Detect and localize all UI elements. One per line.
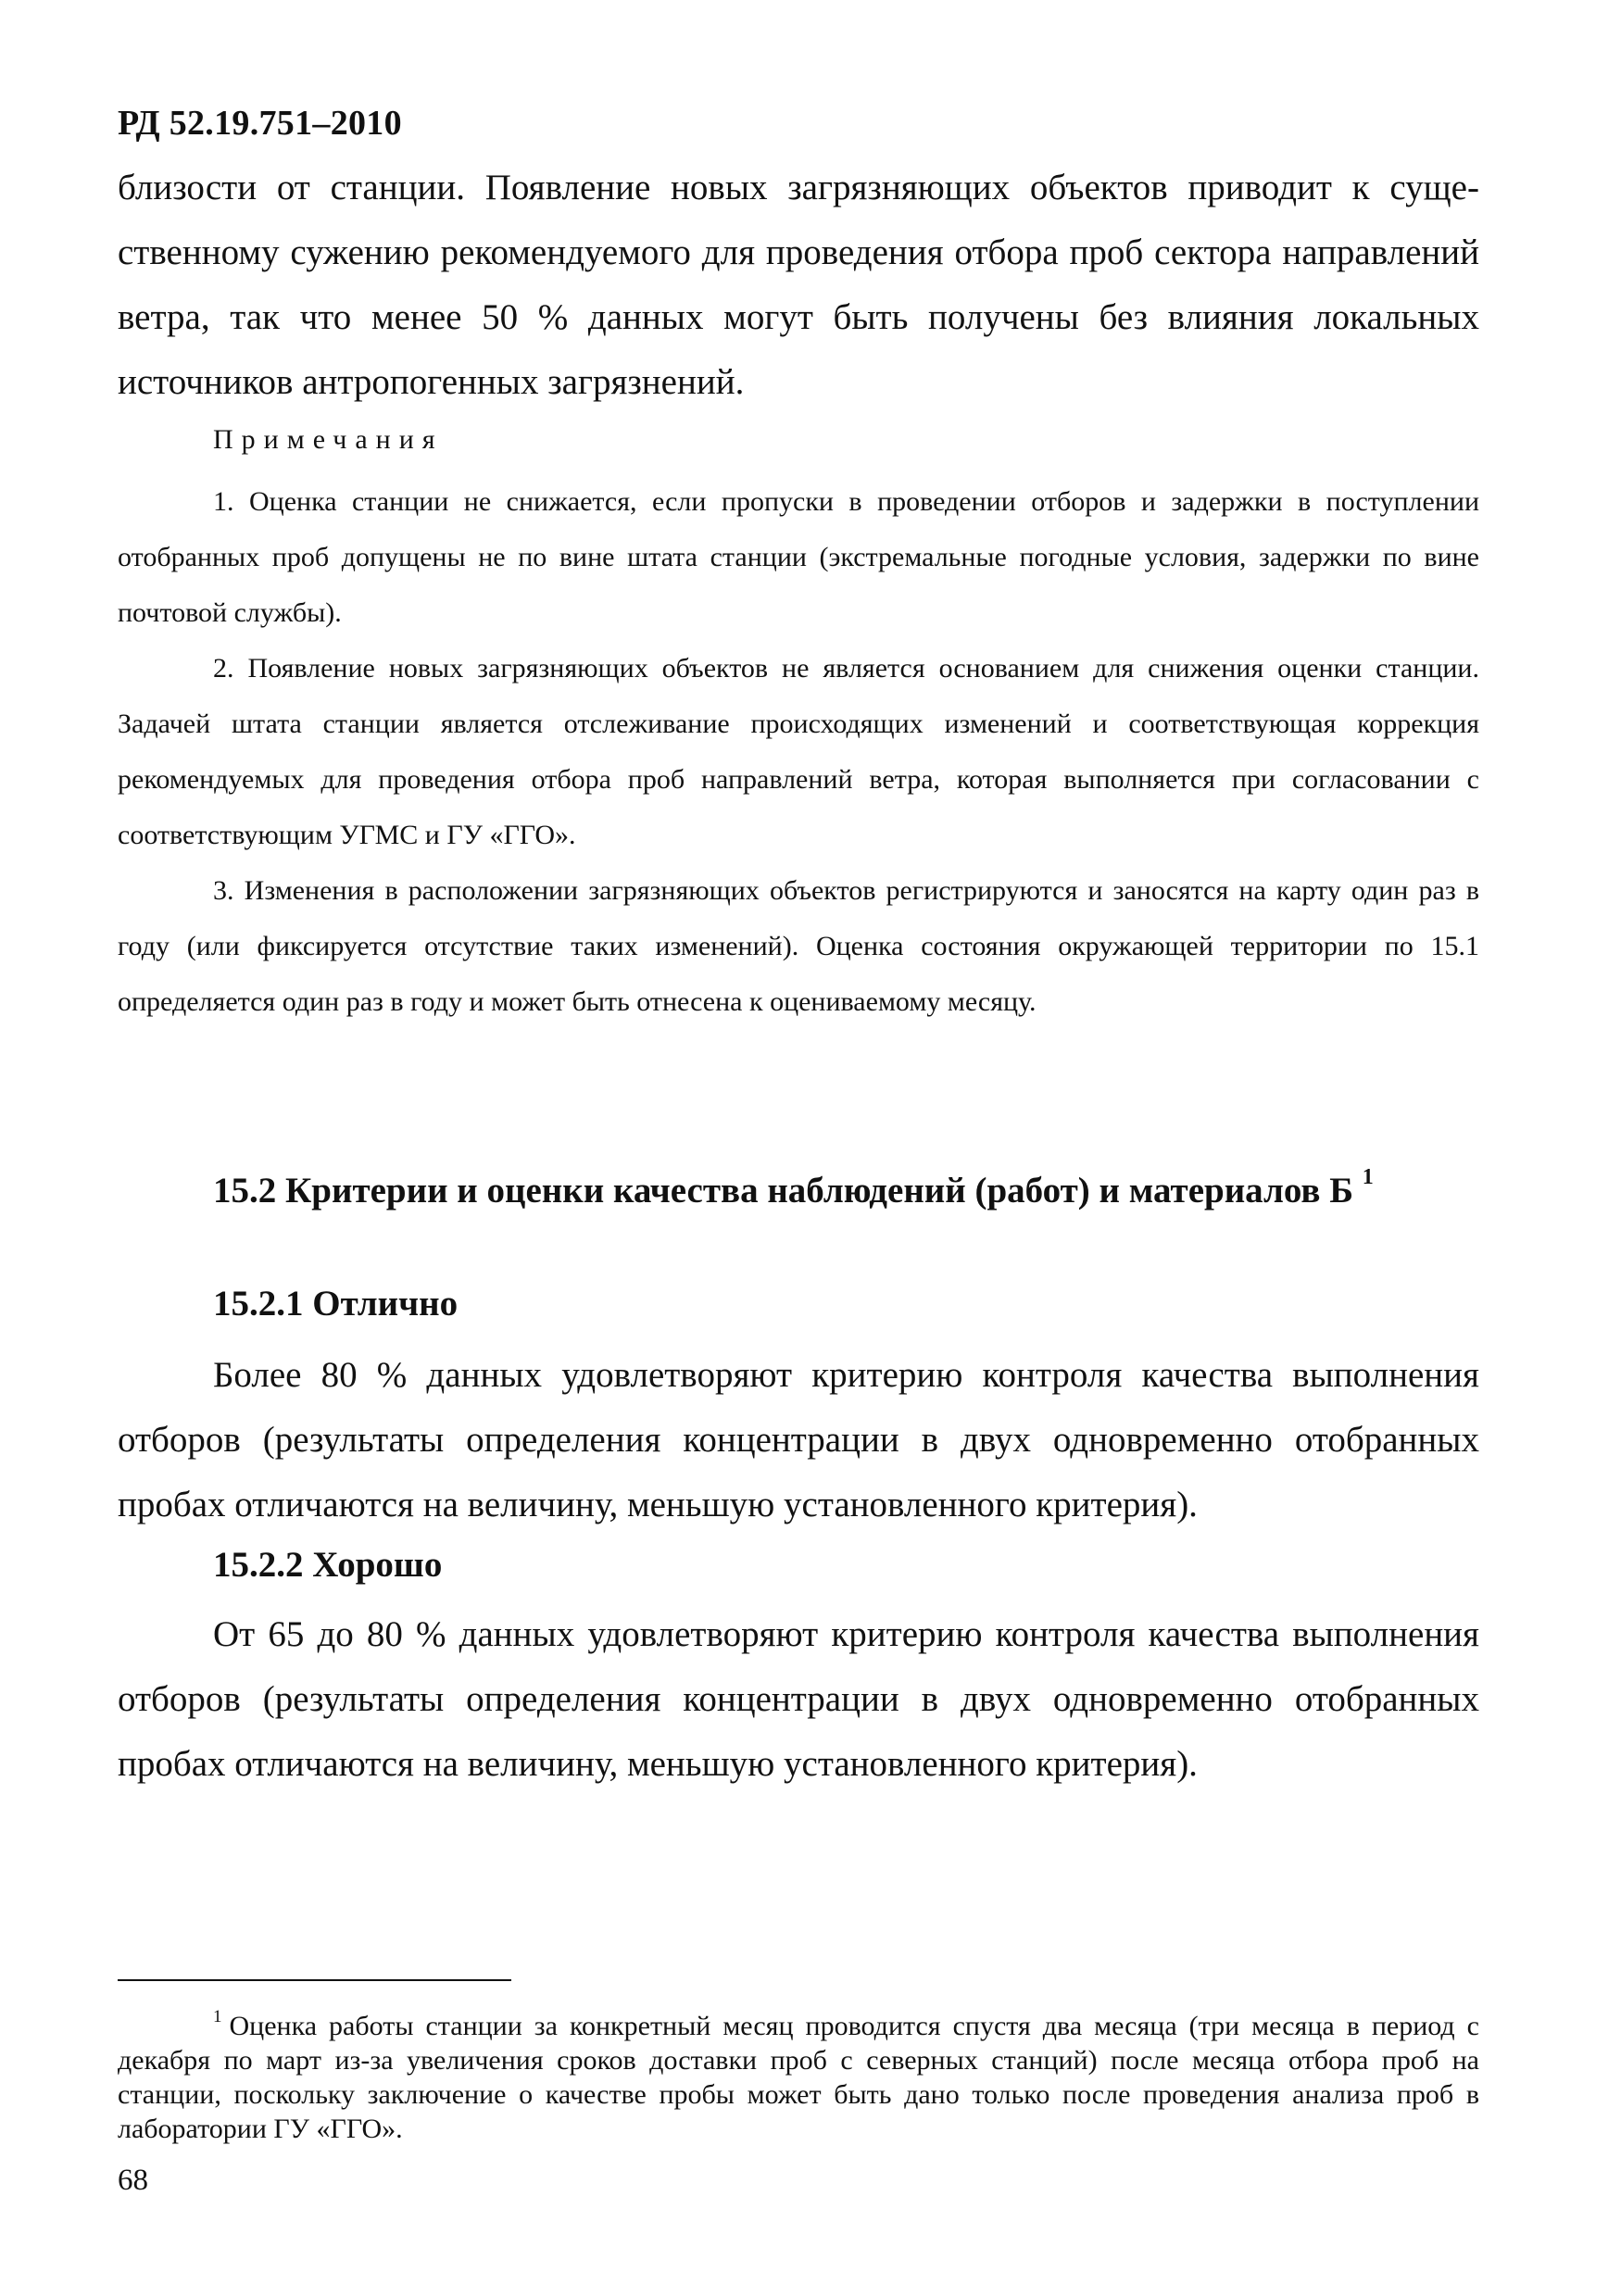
document-code-header: РД 52.19.751–2010 — [118, 104, 402, 143]
footnote-mark: 1 — [213, 2007, 222, 2026]
note-item-1: 1. Оценка станции не снижается, если пропуски в проведении отборов и задержки в поступлении отобранных проб допущены не по вине штата станции (экстремальные погодные условия, задержки по вине почтовой службы). — [118, 486, 1479, 628]
note-item-3: 3. Изменения в расположении загрязняющих объектов регистрируются и заносятся на карту один раз в году (или фиксируется отсутствие таких изменений). Оценка состояния окружающей территории по 15.1 определяется один раз в году и может быть отнесена к оцениваемому месяцу. — [118, 875, 1479, 1017]
footnote — [118, 2002, 1479, 2146]
subsection-heading-good: 15.2.2 Хорошо — [213, 1545, 443, 1585]
footnote-divider — [118, 1979, 511, 1981]
intro-paragraph: близости от станции. Появление новых загрязняющих объектов приводит к существенному сужению рекомендуемого для проведения отбора проб сектора направлений ветра, так что менее 50 % данных могут быть получены без влияния локальных источников антропогенных загрязнений. — [118, 168, 1479, 402]
subsection-paragraph-good: От 65 до 80 % данных удовлетворяют критерию контроля качества выполнения отборов (результаты определения концентрации в двух одновременно отобранных пробах отличаются на величину, меньшую установленного критерия). — [118, 1614, 1479, 1784]
footnote-text: Оценка работы станции за конкретный месяц проводится спустя два месяца (три месяца в период с декабря по март из-за увеличения сроков доставки проб с северных станций) после месяца отбора проб на станции, поскольку заключение о качестве пробы может быть дано только после проведения анализа проб в лаборатории ГУ «ГГО». — [118, 2011, 1479, 2144]
subsection-paragraph-excellent: Более 80 % данных удовлетворяют критерию контроля качества выполнения отборов (результаты определения концентрации в двух одновременно отобранных пробах отличаются на величину, меньшую установленного критерия). — [118, 1355, 1479, 1524]
section-heading — [213, 1160, 1374, 1214]
note-item-2: 2. Появление новых загрязняющих объектов не является основанием для снижения оценки станции. Задачей штата станции является отслеживание происходящих изменений и соответствующая коррекция рекомендуемых для проведения отбора проб направлений ветра, которая выполняется при согласовании с соответствующим УГМС и ГУ «ГГО». — [118, 653, 1479, 850]
footnote-reference: 1 — [1362, 1165, 1374, 1189]
notes-title: Примечания — [213, 424, 444, 455]
section-title: 15.2 Критерии и оценки качества наблюдений (работ) и материалов Б — [213, 1171, 1354, 1211]
page-number: 68 — [118, 2164, 148, 2197]
subsection-heading-excellent: 15.2.1 Отлично — [213, 1284, 459, 1324]
